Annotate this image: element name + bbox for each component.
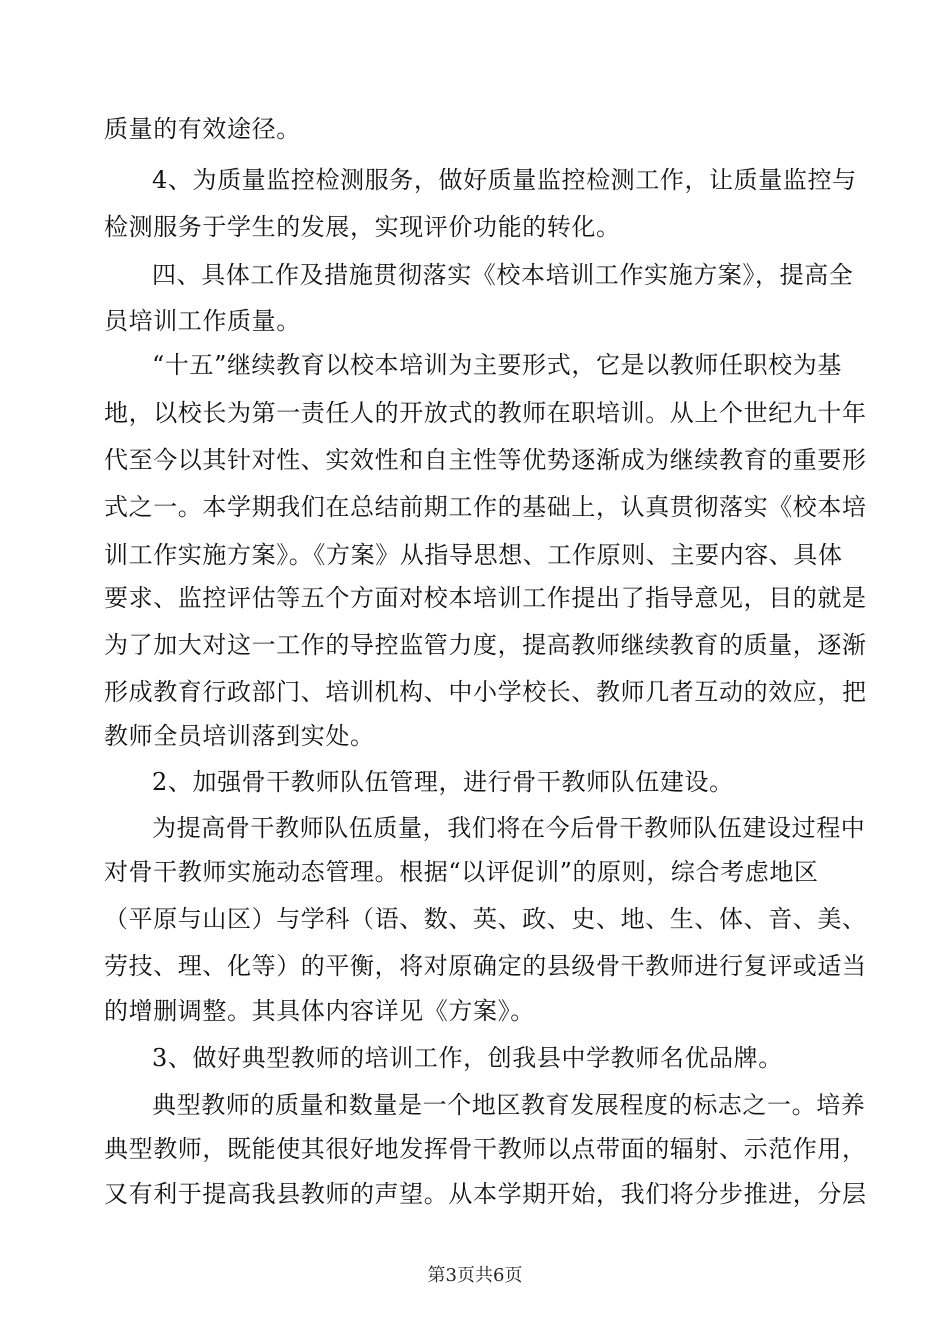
body-text-line: 的增删调整。其具体内容详见《方案》。 — [104, 997, 535, 1025]
body-text-line: 典型教师的质量和数量是一个地区教育发展程度的标志之一。培养 — [152, 1091, 866, 1119]
body-text-line: 为提高骨干教师队伍质量，我们将在今后骨干教师队伍建设过程中 — [152, 814, 866, 842]
body-text-line: 教师全员培训落到实处。 — [104, 722, 375, 750]
body-text-line: 3、做好典型教师的培训工作，创我县中学教师名优品牌。 — [152, 1044, 783, 1072]
body-text-line: 要求、监控评估等五个方面对校本培训工作提出了指导意见，目的就是 — [104, 584, 867, 612]
body-text-line: 式之一。本学期我们在总结前期工作的基础上，认真贯彻落实《校本培 — [104, 493, 867, 521]
body-text-line: 又有利于提高我县教师的声望。从本学期开始，我们将分步推进，分层 — [104, 1180, 867, 1208]
body-text-line: 对骨干教师实施动态管理。根据“以评促训”的原则，综合考虑地区 — [104, 858, 819, 886]
body-text-line: 典型教师，既能使其很好地发挥骨干教师以点带面的辐射、示范作用， — [104, 1135, 867, 1163]
body-text-line: 代至今以其针对性、实效性和自主性等优势逐渐成为继续教育的重要形 — [104, 446, 867, 474]
body-text-line: 2、加强骨干教师队伍管理，进行骨干教师队伍建设。 — [152, 768, 734, 796]
body-text-line: 训工作实施方案》。《方案》从指导思想、工作原则、主要内容、具体 — [104, 541, 843, 569]
body-text-line: 地，以校长为第一责任人的开放式的教师在职培训。从上个世纪九十年 — [104, 399, 867, 427]
body-text-line: 员培训工作质量。 — [104, 307, 301, 335]
body-text-line: （平原与山区）与学科（语、数、英、政、史、地、生、体、音、美、 — [104, 905, 867, 933]
body-text-line: 形成教育行政部门、培训机构、中小学校长、教师几者互动的效应，把 — [104, 678, 867, 706]
body-text-line: 质量的有效途径。 — [104, 115, 301, 143]
body-text-line: 为了加大对这一工作的导控监管力度，提高教师继续教育的质量，逐渐 — [104, 631, 867, 659]
body-text-line: “十五”继续教育以校本培训为主要形式，它是以教师任职校为基 — [152, 351, 842, 379]
body-text-line: 4、为质量监控检测服务，做好质量监控检测工作，让质量监控与 — [152, 166, 857, 194]
body-text-line: 检测服务于学生的发展，实现评价功能的转化。 — [104, 213, 621, 241]
body-text-line: 劳技、理、化等）的平衡，将对原确定的县级骨干教师进行复评或适当 — [104, 952, 867, 980]
page-number-footer: 第3页共6页 — [427, 1265, 523, 1286]
body-text-line: 四、具体工作及措施贯彻落实《校本培训工作实施方案》，提高全 — [152, 261, 854, 289]
